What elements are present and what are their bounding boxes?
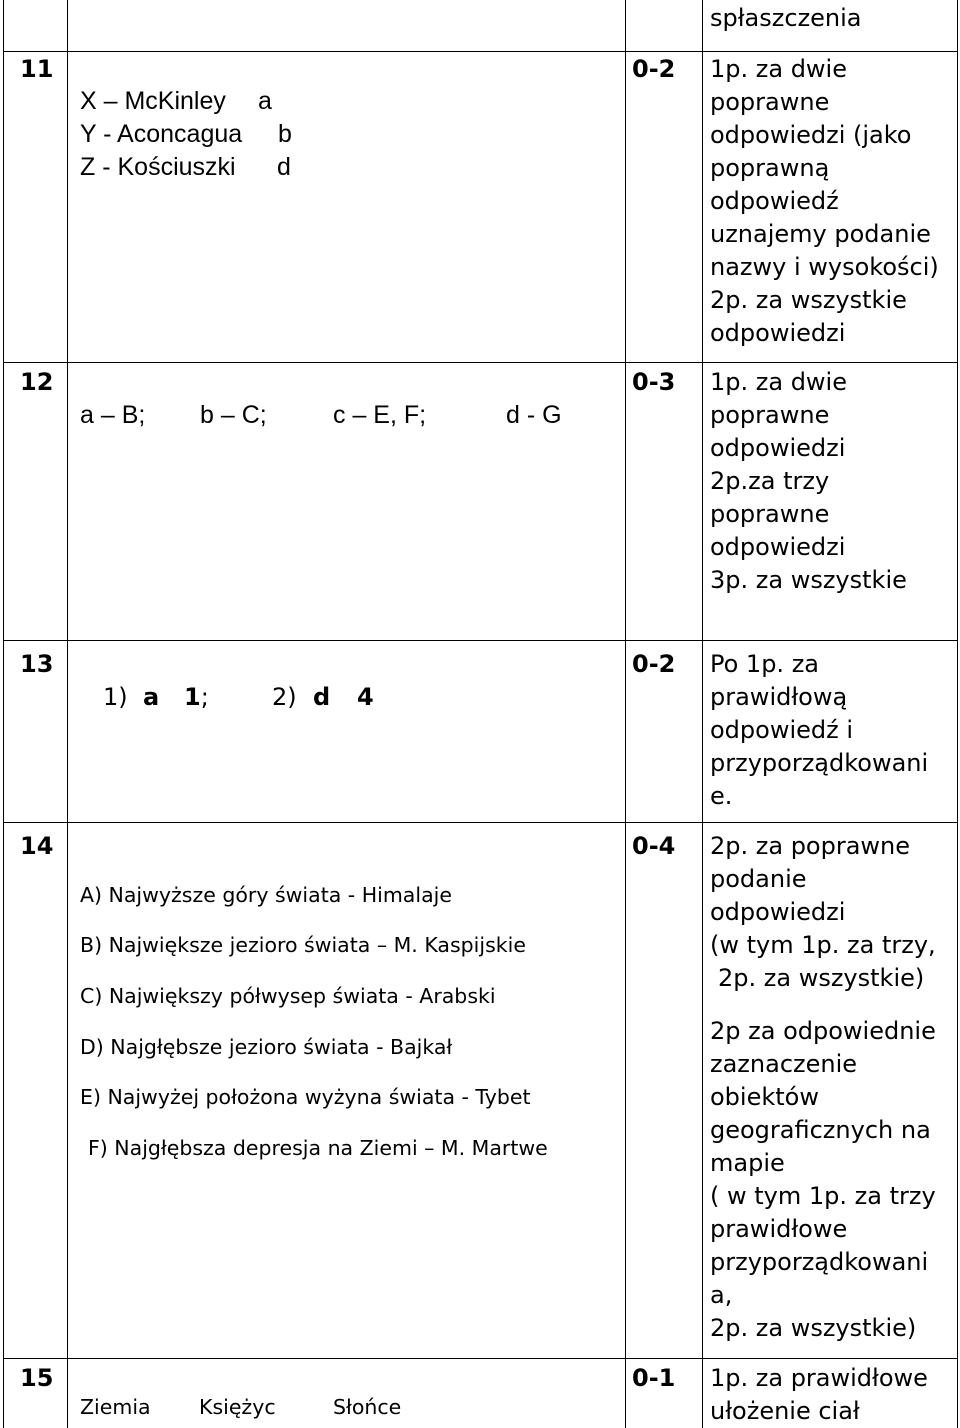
scoring-criteria <box>710 830 936 995</box>
answer-letter: d <box>277 153 291 181</box>
criteria-line: 1p. za prawidłowe <box>710 1364 928 1392</box>
answer-pair: c – E, F; <box>333 401 427 429</box>
criteria-line: odpowiedź <box>710 187 839 215</box>
question-number: 11 <box>20 55 54 83</box>
answer-letter: a <box>143 683 160 711</box>
table-row-continued <box>0 0 960 51</box>
answer-line: B) Największe jezioro świata – M. Kaspijskie <box>80 933 526 957</box>
criteria-line: obiektów <box>710 1083 819 1111</box>
table-row-11 <box>0 51 960 362</box>
criteria-line: 2p. za wszystkie <box>710 286 907 314</box>
points-range: 0-2 <box>632 55 676 83</box>
points-range: 0-3 <box>632 368 676 396</box>
criteria-line: geograficznych na <box>710 1116 931 1144</box>
answer-match-number: 4 <box>357 683 374 711</box>
answer-line: D) Najgłębsze jezioro świata - Bajkał <box>80 1035 453 1059</box>
criteria-line: 2p. za wszystkie) <box>718 964 925 992</box>
answer-peak-name: Z - Kościuszki <box>80 153 236 181</box>
points-range: 0-4 <box>632 832 676 860</box>
answer-item-label: 2) <box>272 683 297 711</box>
criteria-line: 2p za odpowiednie <box>710 1017 936 1045</box>
answer-line: A) Najwyższe góry świata - Himalaje <box>80 883 452 907</box>
criteria-line: odpowiedzi (jako <box>710 121 912 149</box>
scoring-criteria <box>710 2 862 35</box>
criteria-line: 3p. za wszystkie <box>710 566 907 594</box>
criteria-line: 2p. za wszystkie) <box>710 1314 917 1342</box>
criteria-line: poprawną <box>710 154 830 182</box>
table-row-12 <box>0 362 960 640</box>
answer-pair: a – B; <box>80 401 146 429</box>
criteria-line: odpowiedzi <box>710 898 846 926</box>
criteria-line: 1p. za dwie <box>710 368 847 396</box>
criteria-line: podanie <box>710 865 807 893</box>
scoring-criteria <box>710 1362 928 1428</box>
answer-peak-name: Y - Aconcagua <box>80 120 243 148</box>
criteria-line: mapie <box>710 1149 785 1177</box>
scoring-criteria <box>710 53 939 350</box>
criteria-line: zaznaczenie <box>710 1050 858 1078</box>
scoring-criteria <box>710 366 907 597</box>
table-row-15 <box>0 1358 960 1428</box>
criteria-line: spłaszczenia <box>710 4 862 32</box>
criteria-line: poprawne <box>710 401 830 429</box>
answer-line: E) Najwyżej położona wyżyna świata - Tybet <box>80 1085 531 1109</box>
table-row-13 <box>0 640 960 822</box>
criteria-line: nazwy i wysokości) <box>710 253 939 281</box>
answer-pair: b – C; <box>200 401 267 429</box>
scoring-criteria <box>710 648 928 813</box>
answer-peak-name: X – McKinley <box>80 87 226 115</box>
answer-line: F) Najgłębsza depresja na Ziemi – M. Martwe <box>88 1136 548 1160</box>
criteria-line: 2p. za poprawne <box>710 832 911 860</box>
criteria-line: odpowiedzi <box>710 319 846 347</box>
answer-match <box>184 681 209 714</box>
answer-match-number: 1 <box>184 683 201 711</box>
criteria-line: odpowiedź i <box>710 716 854 744</box>
criteria-line: poprawne <box>710 88 830 116</box>
answer-pair: d - G <box>506 401 562 429</box>
criteria-line: ułożenie ciał <box>710 1397 860 1425</box>
criteria-line: przyporządkowani <box>710 1248 929 1276</box>
points-range: 0-2 <box>632 650 676 678</box>
answer-line: C) Największy półwysep świata - Arabski <box>80 984 496 1008</box>
answer-separator: ; <box>200 683 209 711</box>
criteria-line: ( w tym 1p. za trzy <box>710 1182 936 1210</box>
question-number: 14 <box>20 832 54 860</box>
criteria-line: (w tym 1p. za trzy, <box>710 931 936 959</box>
question-number: 15 <box>20 1364 54 1392</box>
answer-body: Słońce <box>333 1395 402 1419</box>
criteria-line: 1p. za dwie <box>710 55 847 83</box>
criteria-line: przyporządkowani <box>710 749 929 777</box>
answer-item-label: 1) <box>103 683 128 711</box>
criteria-line: 2p.za trzy <box>710 467 830 495</box>
scoring-criteria-map <box>710 1015 936 1345</box>
table-row-14 <box>0 822 960 1358</box>
criteria-line: prawidłową <box>710 683 848 711</box>
answer-body: Ziemia <box>80 1395 151 1419</box>
criteria-line: e. <box>710 782 733 810</box>
question-number: 13 <box>20 650 54 678</box>
criteria-line: prawidłowe <box>710 1215 848 1243</box>
criteria-line: poprawne <box>710 500 830 528</box>
answer-body: Księżyc <box>199 1395 276 1419</box>
criteria-line: odpowiedzi <box>710 533 846 561</box>
criteria-line: a, <box>710 1281 733 1309</box>
question-number: 12 <box>20 368 54 396</box>
points-range: 0-1 <box>632 1364 676 1392</box>
criteria-line: odpowiedzi <box>710 434 846 462</box>
criteria-line: uznajemy podanie <box>710 220 931 248</box>
answer-letter: a <box>258 87 272 115</box>
criteria-line: Po 1p. za <box>710 650 819 678</box>
answer-letter: b <box>278 120 292 148</box>
answer-letter: d <box>313 683 331 711</box>
